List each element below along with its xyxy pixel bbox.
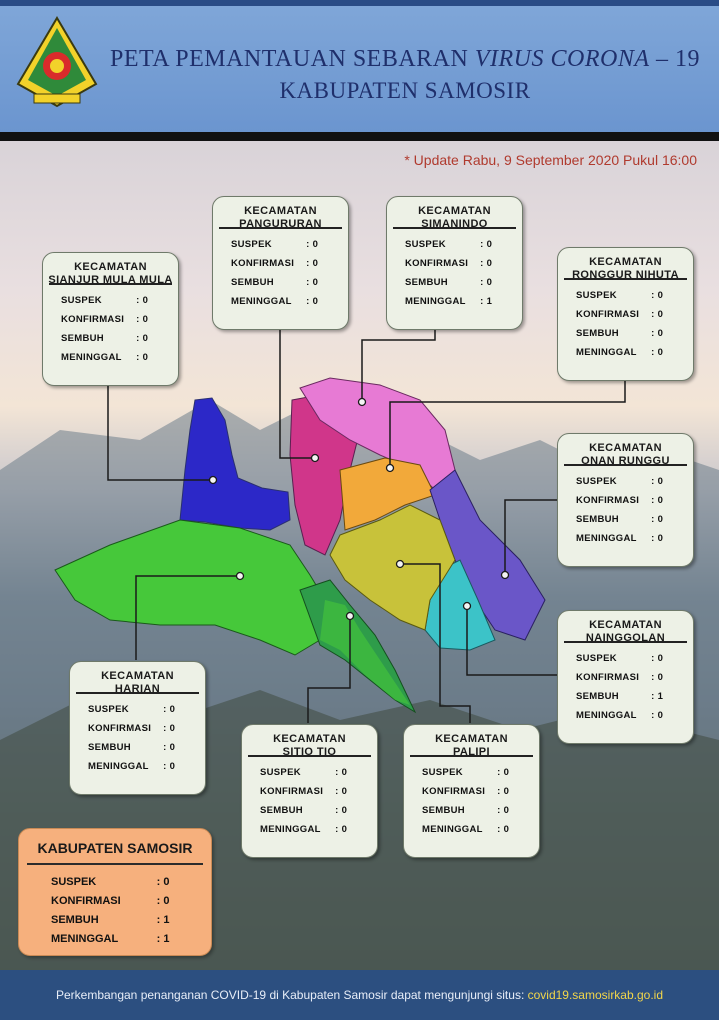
stat-label: MENINGGAL	[405, 296, 466, 307]
stat-label: KECAMATAN	[101, 670, 174, 682]
stat-value: : 0	[651, 290, 664, 301]
stat-value: : 0	[480, 277, 493, 288]
stat-label: ONAN RUNGGU	[581, 455, 670, 467]
stat-value: : 0	[651, 347, 664, 358]
stat-label: RONGGUR NIHUTA	[572, 269, 679, 281]
stat-value: : 0	[136, 352, 149, 363]
district-card-ronggur-nihuta	[557, 247, 694, 381]
stat-value: : 0	[335, 805, 348, 816]
stat-label: KONFIRMASI	[576, 495, 640, 506]
footer-bar	[0, 970, 719, 1020]
update-timestamp: * Update Rabu, 9 September 2020 Pukul 16:00	[404, 152, 697, 168]
stat-label: SEMBUH	[88, 742, 131, 753]
stat-label: KECAMATAN	[74, 261, 147, 273]
stat-label: SUSPEK	[88, 704, 129, 715]
stat-value: : 0	[497, 824, 510, 835]
district-card-simanindo	[386, 196, 523, 330]
stat-value: : 0	[335, 824, 348, 835]
stat-label: SUSPEK	[231, 239, 272, 250]
stat-value: : 0	[651, 328, 664, 339]
stat-label: KECAMATAN	[589, 256, 662, 268]
stat-value: : 0	[480, 258, 493, 269]
stat-label: SEMBUH	[405, 277, 448, 288]
stat-label: MENINGGAL	[576, 347, 637, 358]
stat-value: : 1	[156, 913, 170, 926]
stat-label: SUSPEK	[260, 767, 301, 778]
stat-value: : 0	[651, 514, 664, 525]
stat-label: SUSPEK	[422, 767, 463, 778]
district-card-sitio-tio	[241, 724, 378, 858]
footer-link[interactable]: covid19.samosirkab.go.id	[527, 988, 664, 1002]
page-subtitle: KABUPATEN SAMOSIR	[279, 78, 531, 103]
stat-value: : 0	[306, 296, 319, 307]
stat-value: : 0	[306, 277, 319, 288]
stat-label: KECAMATAN	[589, 619, 662, 631]
stat-value: : 0	[651, 653, 664, 664]
stat-value: : 0	[136, 295, 149, 306]
stat-label: KONFIRMASI	[422, 786, 486, 797]
stat-label: PALIPI	[452, 746, 491, 758]
stat-value: : 0	[497, 767, 510, 778]
stat-label: SUSPEK	[576, 653, 617, 664]
stat-label: SEMBUH	[260, 805, 303, 816]
stat-label: SEMBUH	[576, 514, 619, 525]
stat-value: : 0	[651, 309, 664, 320]
stat-label: MENINGGAL	[61, 352, 122, 363]
stat-value: : 0	[651, 710, 664, 721]
stat-value: : 0	[163, 761, 176, 772]
stat-label: HARIAN	[114, 683, 161, 695]
stat-value: : 0	[136, 314, 149, 325]
stat-label: SUSPEK	[576, 290, 617, 301]
stat-label: MENINGGAL	[576, 710, 637, 721]
stat-label: SUSPEK	[405, 239, 446, 250]
stat-label: KONFIRMASI	[576, 309, 640, 320]
stat-label: SIMANINDO	[421, 218, 488, 230]
stat-label: KECAMATAN	[273, 733, 346, 745]
stat-label: MENINGGAL	[51, 932, 119, 945]
stat-label: SITIO TIO	[282, 746, 337, 758]
stat-value: : 0	[163, 723, 176, 734]
district-card-palipi	[403, 724, 540, 858]
district-card-sianjur-mula-mula	[42, 252, 179, 386]
stat-label: MENINGGAL	[576, 533, 637, 544]
stat-label: KECAMATAN	[589, 442, 662, 454]
stat-value: : 0	[651, 495, 664, 506]
stat-label: PANGURURAN	[239, 218, 322, 230]
stat-value: : 0	[651, 533, 664, 544]
stat-label: KONFIRMASI	[88, 723, 152, 734]
kabupaten-summary-title: KABUPATEN SAMOSIR	[37, 840, 193, 856]
stat-label: KECAMATAN	[244, 205, 317, 217]
footer-text: Perkembangan penanganan COVID-19 di Kabupaten Samosir dapat mengunjungi situs:	[55, 988, 528, 1002]
stat-label: KECAMATAN	[418, 205, 491, 217]
stat-value: : 0	[335, 786, 348, 797]
stat-value: : 0	[480, 239, 493, 250]
stat-label: MENINGGAL	[88, 761, 149, 772]
stat-label: SEMBUH	[422, 805, 465, 816]
stat-value: : 1	[480, 296, 493, 307]
stat-label: KONFIRMASI	[260, 786, 324, 797]
stat-label: KONFIRMASI	[576, 672, 640, 683]
stat-value: : 0	[497, 805, 510, 816]
stat-label: SUSPEK	[576, 476, 617, 487]
stat-label: KONFIRMASI	[51, 894, 121, 907]
stat-label: KONFIRMASI	[61, 314, 125, 325]
stat-value: : 0	[163, 742, 176, 753]
district-card-onan-runggu	[557, 433, 694, 567]
stat-label: MENINGGAL	[260, 824, 321, 835]
stat-label: SEMBUH	[51, 913, 99, 926]
stat-label: SUSPEK	[61, 295, 102, 306]
stat-value: : 1	[156, 932, 170, 945]
stat-value: : 0	[156, 894, 170, 907]
kabupaten-summary-card	[18, 828, 212, 956]
stat-value: : 0	[163, 704, 176, 715]
stat-label: NAINGGOLAN	[585, 632, 666, 644]
stat-label: MENINGGAL	[231, 296, 292, 307]
stat-value: : 0	[651, 476, 664, 487]
page-title: PETA PEMANTAUAN SEBARAN VIRUS CORONA – 19	[109, 46, 700, 72]
stat-label: MENINGGAL	[422, 824, 483, 835]
stat-value: : 1	[651, 691, 664, 702]
district-card-harian	[69, 661, 206, 795]
stat-label: KECAMATAN	[435, 733, 508, 745]
stat-label: KONFIRMASI	[231, 258, 295, 269]
stat-value: : 0	[497, 786, 510, 797]
stat-value: : 0	[335, 767, 348, 778]
stat-value: : 0	[306, 258, 319, 269]
stat-label: SIANJUR MULA MULA	[48, 274, 173, 286]
stat-value: : 0	[306, 239, 319, 250]
stat-label: SEMBUH	[231, 277, 274, 288]
stat-label: SUSPEK	[51, 875, 97, 888]
stat-value: : 0	[651, 672, 664, 683]
stat-value: : 0	[156, 875, 170, 888]
district-card-nainggolan	[557, 610, 694, 744]
stat-label: SEMBUH	[576, 328, 619, 339]
stat-label: SEMBUH	[61, 333, 104, 344]
stat-label: SEMBUH	[576, 691, 619, 702]
district-card-pangururan	[212, 196, 349, 330]
stat-value: : 0	[136, 333, 149, 344]
stat-label: KONFIRMASI	[405, 258, 469, 269]
